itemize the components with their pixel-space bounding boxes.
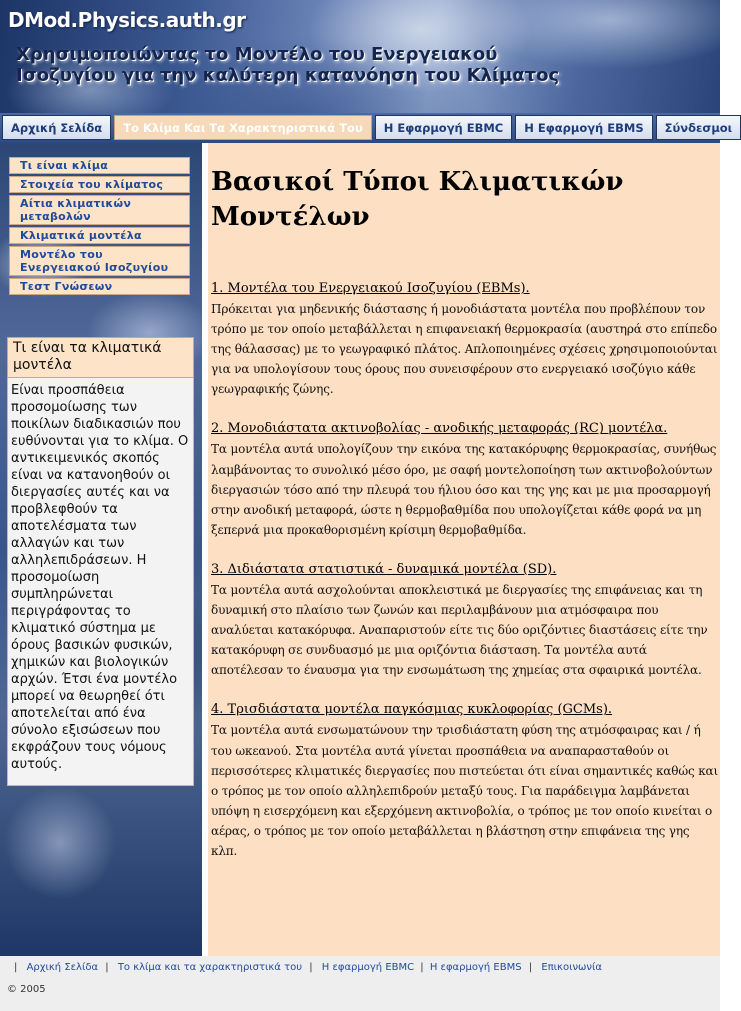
sidebar-menu bbox=[9, 157, 190, 297]
copyright: © 2005 bbox=[7, 984, 46, 995]
footer-separator: | bbox=[14, 962, 18, 973]
section-heading: 1. Μοντέλα του Ενεργειακού Ισοζυγίου (EBMs). bbox=[211, 281, 530, 296]
footer-link-ebms[interactable]: Η εφαρμογή EBMS bbox=[429, 962, 522, 973]
footer-separator: | bbox=[309, 962, 313, 973]
section-rc bbox=[211, 419, 719, 539]
footer-separator: | bbox=[420, 962, 424, 973]
section-ebm bbox=[211, 279, 719, 399]
main-content bbox=[208, 143, 720, 956]
footer-link-ebmc[interactable]: Η εφαρμογή EBMC bbox=[321, 962, 415, 973]
section-text: Τα μοντέλα αυτά ασχολούνται αποκλειστικά με διεργασίες της επιφάνειας και τη δυναμική στο πλαίσιο των ζωνών και περιλαμβάνουν μια ατμόσφαιρα που αναλύεται κατακόρυφα. Αναπαριστούν είτε τις δύο οριζόντιες διαστάσεις είτε την κατακόρυφη σε συνδυασμό με μια οριζόντια διάσταση. Τα μοντέλα αυτά αποτέλεσαν το έναυσμα για την ενσωμάτωση της χημείας στα σφαιρικά μοντέλα. bbox=[211, 582, 708, 678]
nav-tab-links[interactable]: Σύνδεσμοι bbox=[656, 115, 741, 140]
sidebar bbox=[0, 143, 202, 956]
section-heading: 2. Μονοδιάστατα ακτινοβολίας - ανοδικής μεταφοράς (RC) μοντέλα. bbox=[211, 421, 668, 437]
sidebar-item-energy-balance-model[interactable]: Μοντέλο του Ενεργειακού Ισοζυγίου bbox=[9, 246, 190, 276]
header-banner bbox=[0, 0, 720, 113]
banner-title-line-2: Ισοζυγίου για την καλύτερη κατανόηση του Κλίματος bbox=[16, 65, 560, 86]
footer-separator: | bbox=[105, 962, 109, 973]
page-title: Βασικοί Τύποι Κλιματικών Μοντέλων bbox=[211, 167, 624, 232]
section-text: Πρόκειται για μηδενικής διάστασης ή μονοδιάστατα μοντέλα που προβλέπουν τον τρόπο με τον οποίο μεταβάλλεται η επιφανειακή θερμοκρασία (αυστηρά στο επίπεδο της θάλασσας) με το γεωγραφικό πλάτος. Απλοποιημένες σχέσεις χρησιμοποιούνται για να υπολογίσουν τους όρους που συνεισφέρουν στο ενεργειακό ισοζύγιο κάθε γεωγραφικής ζώνης. bbox=[211, 302, 718, 397]
sidebar-item-climate-models[interactable]: Κλιματικά μοντέλα bbox=[9, 227, 190, 244]
footer-links bbox=[10, 962, 602, 973]
section-heading: 3. Διδιάστατα στατιστικά - δυναμικά μοντέλα (SD). bbox=[211, 561, 557, 577]
nav-tab-home[interactable]: Αρχική Σελίδα bbox=[2, 115, 111, 140]
nav-tab-ebms[interactable]: Η Εφαρμογή EBMS bbox=[515, 115, 652, 140]
footer-link-contact[interactable]: Επικοινωνία bbox=[541, 962, 602, 973]
section-heading: 4. Τρισδιάστατα μοντέλα παγκόσμιας κυκλοφορίας (GCMs). bbox=[211, 702, 613, 718]
main-nav bbox=[0, 113, 733, 143]
footer-separator: | bbox=[528, 962, 533, 973]
info-box-title: Τι είναι τα κλιματικά μοντέλα bbox=[7, 337, 194, 378]
site-logo[interactable]: DMod.Physics.auth.gr bbox=[8, 8, 246, 32]
nav-tab-climate[interactable]: Το Κλίμα Και Τα Χαρακτηριστικά Του bbox=[114, 115, 372, 140]
article bbox=[211, 279, 719, 861]
sidebar-item-quiz[interactable]: Τεστ Γνώσεων bbox=[9, 278, 190, 295]
section-text: Τα μοντέλα αυτά υπολογίζουν την εικόνα της κατακόρυφης θερμοκρασίας, συνήθως λαμβάνοντας το συνολικό μέσο όρο, με σαφή μοντελοποίηση των ακτινοβολούντων διεργασιών τόσο από την πλευρά του ήλιου όσο και της γης και με μια προσαρμογή στην ανοδική μεταφορά, ώστε η θερμοβαθμίδα που υπολογίζεται κάθε φορά να μη ξεπερνά μια προκαθορισμένη κρίσιμη θερμοβαθμίδα. bbox=[211, 442, 717, 537]
footer-link-climate[interactable]: Το κλίμα και τα χαρακτηριστικά του bbox=[117, 962, 303, 973]
info-box bbox=[7, 337, 194, 786]
section-text: Τα μοντέλα αυτά ενσωματώνουν την τρισδιάστατη φύση της ατμόσφαιρας και / ή του ωκεανού. Στα μοντέλα αυτά γίνεται προσπάθεια να αναπαρασταθούν οι περισσότερες κλιματικές διεργασίες που πιστεύεται ότι είναι σημαντικές καθώς και ο τρόπος με τον οποίο αλληλεπιδρούν μεταξύ τους. Για παράδειγμα λαμβάνεται υπόψη η εισερχόμενη και εξερχόμενη ακτινοβολία, ο τρόπος με τον οποίο κινείται ο αέρας, ο τρόπος με τον οποίο μεταβάλλεται η βλάστηση στην επιφάνεια της γης κλπ. bbox=[211, 723, 719, 858]
section-gcm bbox=[211, 700, 719, 861]
footer-link-home[interactable]: Αρχική Σελίδα bbox=[26, 962, 99, 973]
sidebar-item-climate-elements[interactable]: Στοιχεία του κλίματος bbox=[9, 176, 190, 193]
footer bbox=[0, 956, 720, 1011]
banner-title-line-1: Χρησιμοποιώντας το Μοντέλο του Ενεργειακού bbox=[16, 44, 498, 65]
sidebar-item-climate-change-causes[interactable]: Αίτια κλιματικών μεταβολών bbox=[9, 195, 190, 225]
column-divider bbox=[203, 143, 205, 956]
sidebar-item-what-is-climate[interactable]: Τι είναι κλίμα bbox=[9, 157, 190, 174]
section-sd bbox=[211, 560, 719, 680]
nav-tab-ebmc[interactable]: Η Εφαρμογή EBMC bbox=[375, 115, 513, 140]
info-box-text: Είναι προσπάθεια προσομοίωσης των ποικίλων διαδικασιών που ευθύνονται για το κλίμα. Ο αντικειμενικός σκοπός είναι να κατανοηθούν οι διεργασίες αυτές και να προβλεφθούν τα αποτελέσματα των αλλαγών και των αλληλεπιδράσεων. Η προσομοίωση συμπληρώνεται περιγράφοντας το κλιματικό σύστημα με όρους βασικών φυσικών, χημικών και βιολογικών αρχών. Έτσι ένα μοντέλο μπορεί να θεωρηθεί ότι αποτελείται από ένα σύνολο εξισώσεων που εκφράζουν τους νόμους αυτούς. bbox=[7, 378, 194, 786]
banner-title bbox=[16, 44, 696, 86]
